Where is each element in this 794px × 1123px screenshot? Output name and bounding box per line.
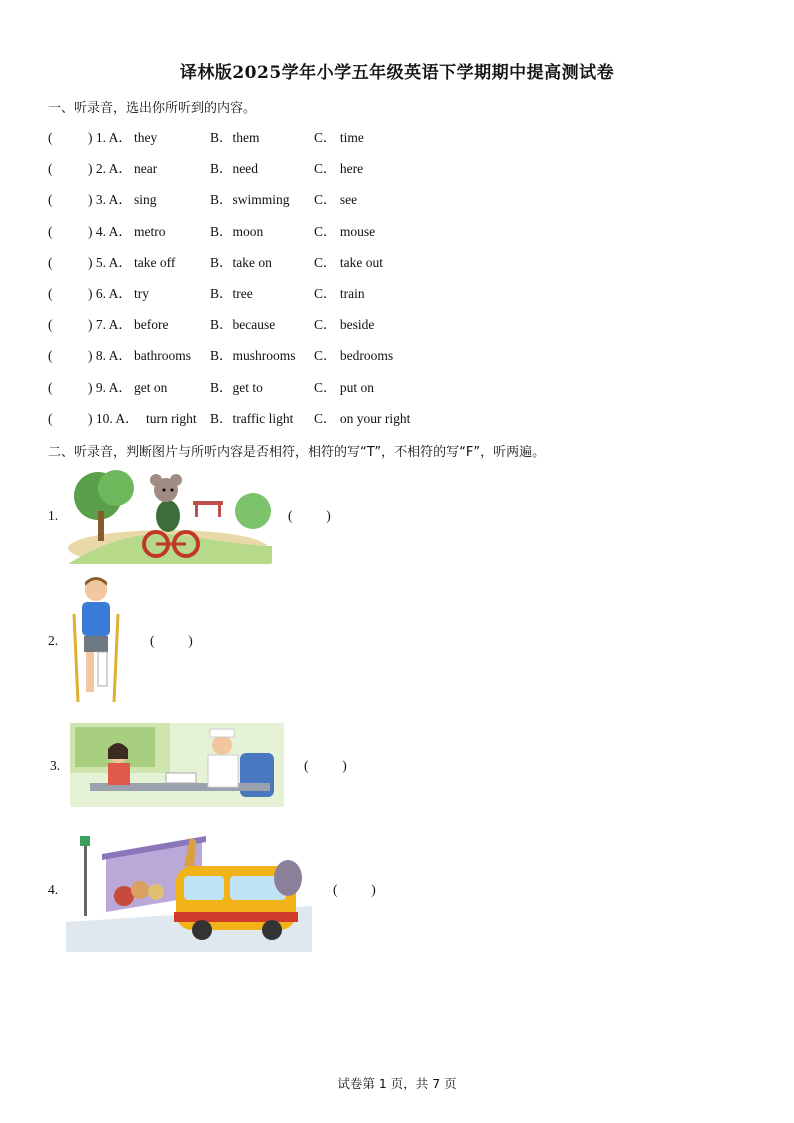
section-2-heading: 二、听录音，判断图片与所听内容是否相符，相符的写“T”，不相符的写“F”，听两遍。: [48, 445, 546, 460]
option-b: B．need: [210, 161, 258, 177]
option-b: B．moon: [210, 223, 264, 239]
option-b: B．swimming: [210, 192, 290, 208]
question-number: ) 7. A．: [88, 317, 132, 333]
option-a: metro: [134, 223, 166, 239]
option-a: take off: [134, 254, 176, 270]
page-title: 译林版2025学年小学五年级英语下学期期中提高测试卷: [179, 63, 615, 83]
option-c: C． bedrooms: [314, 348, 394, 364]
answer-blank[interactable]: ( ): [333, 882, 376, 897]
girl-at-doctor-picture: [70, 723, 284, 807]
question-number: ) 5. A．: [88, 254, 132, 270]
question-number: ) 10. A．: [88, 410, 139, 426]
animals-bus-stop-picture: [66, 826, 312, 952]
answer-paren[interactable]: (: [48, 223, 53, 239]
mouse-riding-bike-picture: [68, 466, 272, 564]
option-c: C． train: [314, 286, 365, 301]
answer-blank[interactable]: ( ): [288, 508, 331, 523]
boy-on-crutches-picture: [68, 574, 126, 706]
picture-item-number: 2.: [48, 633, 59, 648]
answer-paren[interactable]: (: [48, 130, 53, 145]
question-number: ) 9. A．: [88, 379, 132, 395]
answer-paren[interactable]: (: [48, 286, 53, 301]
answer-blank[interactable]: ( ): [150, 633, 193, 648]
option-a: near: [134, 161, 158, 177]
picture-item-number: 4.: [48, 882, 59, 897]
option-c: C． take out: [314, 254, 383, 270]
option-c: C． mouse: [314, 223, 376, 239]
question-number: ) 8. A．: [88, 348, 132, 364]
option-a: get on: [134, 379, 168, 395]
option-b: B．them: [210, 130, 260, 145]
option-c: C． time: [314, 130, 364, 145]
option-b: B．tree: [210, 286, 253, 301]
option-a: sing: [134, 192, 157, 208]
option-c: C． here: [314, 161, 364, 177]
option-b: B．take on: [210, 254, 272, 270]
option-b: B．get to: [210, 379, 263, 395]
option-a: before: [134, 317, 169, 333]
answer-paren[interactable]: (: [48, 348, 53, 364]
question-number: ) 1. A．: [88, 130, 132, 145]
question-number: ) 6. A．: [88, 286, 132, 301]
option-c: C． put on: [314, 379, 375, 395]
answer-paren[interactable]: (: [48, 192, 53, 208]
section-1-heading: 一、听录音，选出你所听到的内容。: [48, 101, 257, 116]
picture-item-number: 1.: [48, 508, 59, 523]
option-b: B．because: [210, 317, 276, 333]
option-b: B．mushrooms: [210, 348, 296, 364]
question-number: ) 4. A．: [88, 223, 132, 239]
page-footer: 试卷第 1 页，共 7 页: [337, 1076, 457, 1091]
answer-paren[interactable]: (: [48, 410, 53, 426]
option-a: they: [134, 130, 158, 145]
answer-paren[interactable]: (: [48, 161, 53, 177]
question-number: ) 2. A．: [88, 161, 132, 177]
option-a: bathrooms: [134, 348, 191, 364]
option-c: C． see: [314, 192, 358, 208]
answer-paren[interactable]: (: [48, 379, 53, 395]
answer-paren[interactable]: (: [48, 254, 53, 270]
option-b: B．traffic light: [210, 410, 294, 426]
answer-paren[interactable]: (: [48, 317, 53, 333]
option-a: try: [134, 286, 149, 301]
option-c: C． on your right: [314, 410, 411, 426]
option-c: C． beside: [314, 317, 375, 333]
picture-item-number: 3.: [50, 758, 61, 773]
option-a: turn right: [146, 410, 197, 426]
answer-blank[interactable]: ( ): [304, 758, 347, 773]
question-number: ) 3. A．: [88, 192, 132, 208]
